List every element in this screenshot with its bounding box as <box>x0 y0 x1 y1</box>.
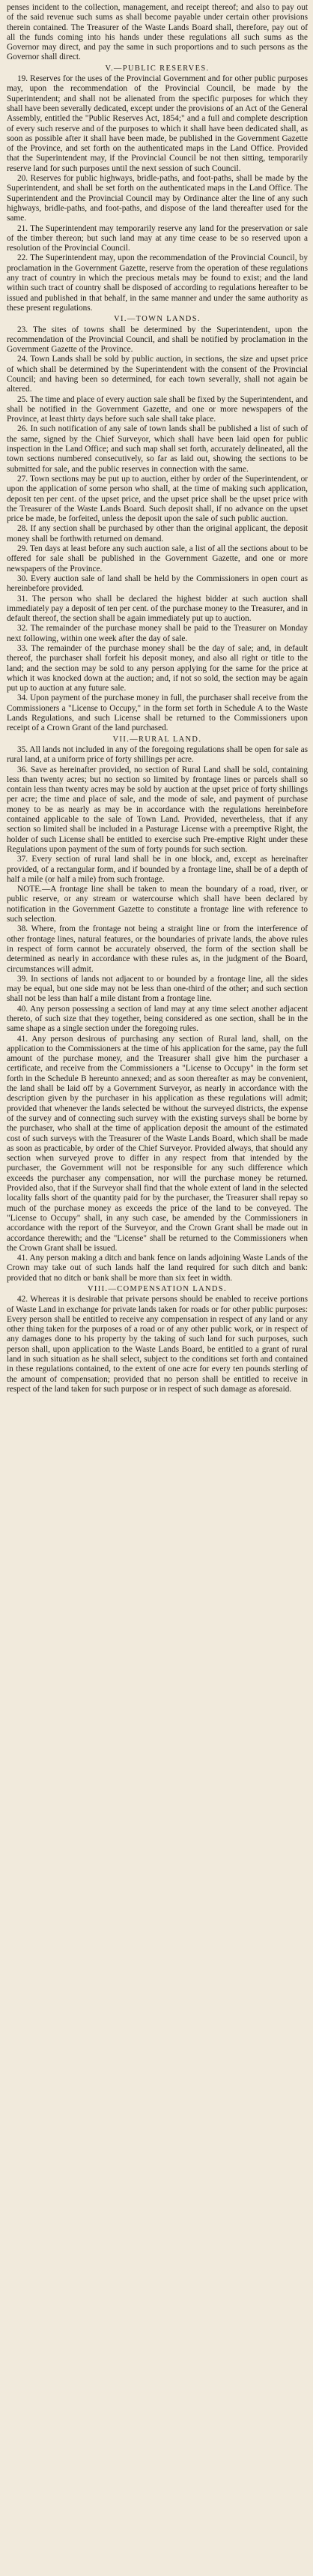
clause-number: 38. <box>17 924 28 934</box>
clause-number: 22. <box>17 253 28 263</box>
clause-number: 27. <box>17 474 28 484</box>
paragraph-text: Any person making a ditch and bank fence on lands adjoining Waste Lands of the Crown may take out of such lands half the land required for such ditch and bank: provided that no ditch or bank shall be more than six feet in width. <box>7 1254 308 1283</box>
paragraph-text: Upon payment of the purchase money in full, the purchaser shall receive from the Commissioners a "License to Occupy," in the form set forth in Schedule A to the Waste Lands Regulations, and such License shall be returned to the Commissioners upon receipt of a Crown Grant of the land purchased. <box>7 693 308 733</box>
clause-number: 25. <box>17 394 28 404</box>
regulation-paragraph <box>7 1005 308 1035</box>
regulation-paragraph <box>7 1035 308 1254</box>
paragraph-text: Whereas it is desirable that private persons should be enabled to receive portions of Waste Land in exchange for private lands taken for roads or for other public purposes: Every person shall be entitled to receive any compensation in respect of any land or any other thing taken for the purposes of a road or of any other public work, or in respect of any damages done to his property by the taking of such land for such purposes, such person shall, upon application to the Waste Lands Board, be entitled to a grant of rural land in such situation as he shall select, subject to the conditions set forth and contained in these regulations contained, to the extent of one acre for every ten pounds sterling of the amount of compensation; provided that no person shall be entitled to receive in respect of the land taken for such purpose or in respect of such damage as aforesaid. <box>7 1295 308 1394</box>
regulation-paragraph <box>7 253 308 313</box>
clause-number: 23. <box>17 325 28 334</box>
regulation-paragraph <box>7 3 308 63</box>
regulation-paragraph <box>7 424 308 474</box>
regulation-paragraph <box>7 475 308 524</box>
clause-number: 39. <box>17 974 28 984</box>
clause-number: 20. <box>17 174 28 184</box>
clause-number: 40. <box>17 1004 28 1014</box>
regulation-paragraph <box>7 885 308 924</box>
regulation-paragraph <box>7 1295 308 1394</box>
clause-number: 24. <box>17 355 28 364</box>
paragraph-text: Every auction sale of land shall be held by the Commissioners in open court as hereinbefore provided. <box>7 574 308 594</box>
clause-number: 28. <box>17 524 28 534</box>
paragraph-text: Town sections may be put up to auction, either by order of the Superintendent, or upon the application of some person who shall, at the time of making such application, deposit ten per cent. of the upset price, and the upset price shall be the upset price with the Treasurer of the Waste Lands Board. Such deposit shall, if no advance on the upset price be made, be forfeited, unless the deposit upon the sale of such public auction. <box>7 474 308 524</box>
paragraph-text: If any section shall be purchased by other than the original applicant, the deposit money shall be forthwith returned on demand. <box>7 524 308 544</box>
regulation-paragraph <box>7 975 308 1005</box>
regulation-paragraph <box>7 624 308 644</box>
paragraph-text: The person who shall be declared the highest bidder at such auction shall immediately pay a deposit of ten per cent. of the purchase money to the Treasurer, and in default thereof, the section shall be again immediately put up to auction. <box>7 594 308 624</box>
paragraph-text: Town Lands shall be sold by public auction, in sections, the size and upset price of which shall be determined by the Superintendent with the consent of the Provincial Council; and having been so determined, for each town severally, shall not again be altered. <box>7 355 308 394</box>
regulation-paragraph <box>7 595 308 625</box>
paragraph-text: Save as hereinafter provided, no section of Rural Land shall be sold, containing less than twenty acres; but no section so limited by frontage lines or parcels shall so contain less than twenty acres may be sold by auction at the upset price of forty shillings per acre; the time and place of sale, and the mode of sale, and payment of purchase money to be as nearly as may be in accordance with the regulations hereinbefore contained applicable to the sale of Town Land. Provided, nevertheless, that if any section so limited shall be included in a Pasturage License with a preemptive Right, the holder of such License shall be entitled to exercise such Pre-emptive Right under these Regulations upon payment of the sum of forty pounds for such section. <box>7 765 309 854</box>
paragraph-text: Reserves for public highways, bridle-paths, and foot-paths, shall be made by the Superintendent, and shall be set forth on the authenticated maps in the Land Office. The Superintendent and the Provincial Council may by Ordinance alter the line of any such highways, bridle-paths, and foot-paths, and dispose of the land thereafter used for the same. <box>7 174 308 223</box>
section-heading: VIII.—COMPENSATION LANDS. <box>88 1285 227 1293</box>
clause-number: 19. <box>17 74 28 84</box>
clause-number: 32. <box>17 624 28 634</box>
regulation-paragraph <box>7 693 308 733</box>
regulation-paragraph <box>7 644 308 693</box>
clause-number: 37. <box>17 855 28 864</box>
paragraph-text: The remainder of the purchase money shall be paid to the Treasurer on Monday next following, within one week after the day of sale. <box>7 624 308 643</box>
paragraph-text: The Superintendent may, upon the recommendation of the Provincial Council, by proclamation in the Government Gazette, reserve from the operation of these regulations any tract of country in which the precious metals may be found to exist; and the land within such tract of country shall be disposed of according to regulations hereafter to be issued and published in that behalf, in the same manner and under the same authority as these present regulations. <box>7 253 308 313</box>
clause-number: 42. <box>17 1295 28 1304</box>
paragraph-text: Ten days at least before any such auction sale, a list of all the sections about to be offered for sale shall be published in the Government Gazette, and one or more newspapers of the Province. <box>7 544 308 574</box>
regulation-paragraph <box>7 855 308 885</box>
paragraph-text: Every section of rural land shall be in one block, and, except as hereinafter provided, of a rectangular form, and if bounded by a frontage line, shall be of a depth of half a mile (or half a mile) from such frontage. <box>7 855 308 884</box>
paragraph-text: Any person desirous of purchasing any section of Rural land, shall, on the application to the Commissioners at the time of his application for the same, pay the full amount of the purchase money, and the Treasurer shall give him the purchaser a certificate, and receive from the Commissioners a "License to Occupy" in the form set forth in the Schedule B hereunto annexed; and as soon thereafter as may be convenient, the land shall be laid off by a Government Surveyor, as nearly in accordance with the description given by the purchaser in his application as these regulations will admit; provided that whenever the lands selected be without the surveyed districts, the expense of the survey and of connecting such survey with the existing surveys shall be borne by the purchaser, who shall at the time of application deposit the amount of the estimated cost of such surveys with the Treasurer of the Waste Lands Board, which shall be made as soon as practicable, by order of the Chief Surveyor. Provided always, that should any section when surveyed prove to differ in any respect from that intended by the purchaser, the Government will not be responsible for any such difference which exceeds the purchaser any compensation, nor will the purchase money be returned. Provided also, that if the Surveyor shall find that the whole extent of land in the selected locality falls short of the quantity paid for by the purchaser, the Treasurer shall repay so much of the purchase money as exceeds the price of the land to be conveyed. The "License to Occupy" shall, in any such case, be amended by the Commissioners in accordance with the report of the Surveyor, and the Crown Grant shall be made out in accordance therewith; and the "License" shall be returned to the Commissioners when the Crown Grant shall be issued. <box>7 1034 309 1253</box>
clause-number: 36. <box>17 765 28 774</box>
clause-number: 34. <box>17 693 28 703</box>
paragraph-text: In sections of lands not adjacent to or bounded by a frontage line, all the sides may be equal, but one side may not be less than one-third of the other; and such section shall not be less than half a mile distant from a frontage line. <box>7 974 308 1004</box>
paragraph-text: The time and place of every auction sale shall be fixed by the Superintendent, and shall be notified in the Government Gazette, and one or more newspapers of the Province, at least thirty days before such sale shall take place. <box>7 394 308 424</box>
regulation-paragraph <box>7 325 308 355</box>
clause-number: 21. <box>17 223 28 233</box>
regulation-paragraph <box>7 355 308 394</box>
clause-number: 29. <box>17 544 28 554</box>
regulation-paragraph <box>7 924 308 974</box>
regulation-paragraph <box>7 745 308 765</box>
clause-number: 31. <box>17 594 28 604</box>
paragraph-text: penses incident to the collection, management, and receipt thereof; and also to pay out of the said revenue such sums as shall become payable under certain other provisions therein contained. The Treasurer of the Waste Lands Board shall, therefore, pay out of all the funds coming into his hands under these regulations all such sums as the Governor may direct, and pay the same in such proportions and to such persons as the Governor shall direct. <box>7 3 308 62</box>
section-heading: V.—PUBLIC RESERVES. <box>105 64 210 73</box>
section-heading: VII.—RURAL LAND. <box>112 735 202 744</box>
clause-number: 33. <box>17 644 28 653</box>
clause-number: 26. <box>17 424 28 434</box>
regulation-paragraph <box>7 544 308 574</box>
paragraph-text: Any person possessing a section of land may at any time select another adjacent thereto, of such size that they together, being considered as one section, shall be in the same shape as a single section under the foregoing rules. <box>7 1004 308 1034</box>
clause-number: 30. <box>17 574 28 583</box>
clause-number: 41. <box>17 1034 28 1044</box>
paragraph-text: All lands not included in any of the foregoing regulations shall be open for sale as rural land, at a uniform price of forty shillings per acre. <box>7 744 308 765</box>
paragraph-text: The sites of towns shall be determined by the Superintendent, upon the recommendation of the Provincial Council, and shall be notified by proclamation in the Government Gazette of the Province. <box>7 325 308 355</box>
regulation-paragraph <box>7 574 308 595</box>
regulation-paragraph <box>7 395 308 425</box>
clause-number: 35. <box>17 744 28 754</box>
section-heading: VI.—TOWN LANDS. <box>114 315 201 324</box>
regulation-paragraph <box>7 765 308 855</box>
regulation-paragraph <box>7 174 308 223</box>
clause-number: 41. <box>17 1254 28 1263</box>
regulation-paragraph <box>7 1254 308 1284</box>
paragraph-text: In such notification of any sale of town lands shall be published a list of such of the same, signed by the Chief Surveyor, which shall have been laid open for public inspection in the Land Office; and such map shall set forth, accurately delineated, all the town sections numbered consecutively, so far as laid out, showing the sections to be submitted for sale, and the public reserves in connection with the same. <box>7 424 308 474</box>
paragraph-text: Reserves for the uses of the Provincial Government and for other public purposes may, upon the recommendation of the Provincial Council, be made by the Superintendent; and shall not be alienated from the specific purposes for which they shall have been severally dedicated, except under the provisions of an Act of the General Assembly, entitled the "Public Reserves Act, 1854;" and a full and complete description of every such reserve and of the purposes to which it shall have been dedicated shall, as soon as possible after it shall have been made, be published in the Government Gazette of the Province, and set forth on the authenticated maps in the Land Office. Provided that the Superintendent may, if the Provincial Council be not then sitting, temporarily reserve land for such purposes until the next session of such Council. <box>7 74 309 173</box>
regulation-paragraph <box>7 524 308 544</box>
paragraph-text: Where, from the frontage not being a straight line or from the interference of other frontage lines, natural features, or the boundaries of private lands, the above rules in respect of form cannot be accurately observed, the form of the section shall be determined as nearly in accordance with these rules as, in the judgment of the Board, circumstances will admit. <box>7 924 308 974</box>
paragraph-text: The Superintendent may temporarily reserve any land for the preservation or sale of the timber thereon; but such land may at any time cease to be so reserved upon a resolution of the Provincial Council. <box>7 223 308 253</box>
regulation-paragraph <box>7 74 308 174</box>
paragraph-text: NOTE.—A frontage line shall be taken to mean the boundary of a road, river, or public reserve, or any stream or watercourse which shall have been declared by notification in the Government Gazette to constitute a frontage line with reference to such selection. <box>7 885 308 924</box>
paragraph-text: The remainder of the purchase money shall be the day of sale; and, in default thereof, the purchaser shall forfeit his deposit money, and also all right or title to the land; and the section may be sold to any person applying for the same for the price at which it was knocked down at the auction; and, if not so sold, the section may be again put up to auction at any future sale. <box>7 644 308 693</box>
regulation-paragraph <box>7 224 308 254</box>
